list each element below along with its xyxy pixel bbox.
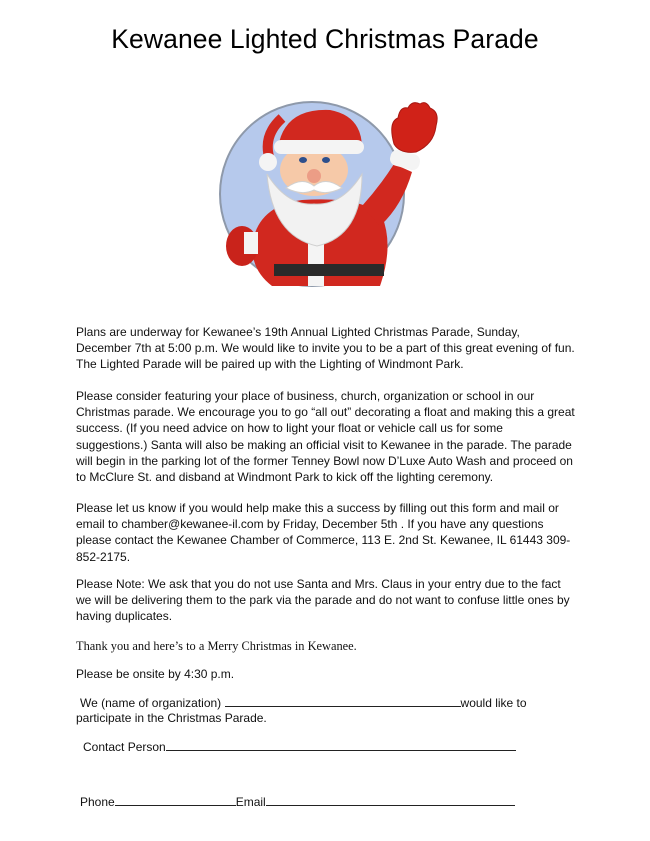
phone-label: Phone	[80, 795, 115, 809]
contact-label: Contact Person	[83, 740, 166, 754]
contact-line	[83, 738, 583, 755]
phone-email-line	[80, 793, 580, 810]
paragraph-thanks: Thank you and here’s to a Merry Christmas in Kewanee.	[76, 639, 357, 653]
paragraph-onsite: Please be onsite by 4:30 p.m.	[76, 667, 235, 681]
paragraph-contact: Please let us know if you would help make this a success by filling out this form and mail or email to chamber@kewanee-il.com by Friday, December 5th . If you have any questions please contact the Kewanee Chamber of Commerce, 113 E. 2nd St. Kewanee, IL 61443 309-852-2175.	[76, 501, 571, 564]
org-label: We (name of organization)	[80, 696, 222, 710]
email-label: Email	[235, 795, 266, 809]
paragraph-intro: Plans are underway for Kewanee’s 19th Annual Lighted Christmas Parade, Sunday, December 7th at 5:00 p.m. We would like to invite you to be a part of this great evening of fun. The Lighted Parade will be paired up with the Lighting of Windmont Park.	[76, 325, 575, 372]
santa-waving-icon	[212, 96, 452, 292]
paragraph-note: Please Note: We ask that you do not use Santa and Mrs. Claus in your entry due to the fact we will be delivering them to the park via the parade and do not want to confuse little ones by having duplicates.	[76, 577, 570, 624]
org-line	[76, 694, 580, 711]
org-suffix: would like to	[460, 696, 527, 710]
phone-field[interactable]	[115, 793, 236, 806]
org-name-field[interactable]	[225, 694, 461, 707]
page-title: Kewanee Lighted Christmas Parade	[111, 24, 539, 54]
email-field[interactable]	[266, 793, 515, 806]
contact-person-field[interactable]	[166, 738, 516, 751]
org-line-2: participate in the Christmas Parade.	[76, 711, 267, 725]
paragraph-float-details: Please consider featuring your place of business, church, organization or school in our Christmas parade. We encourage you to go “all out” decorating a float and making this a great success. (If you need advice on how to light your float or vehicle call us for some suggestions.) Santa will also be making an official visit to Kewanee in the parade. The parade will begin in the parking lot of the former Tenney Bowl now D’Luxe Auto Wash and proceed on to McClure St. and disband at Windmont Park to kick off the lighting ceremony.	[76, 389, 575, 485]
